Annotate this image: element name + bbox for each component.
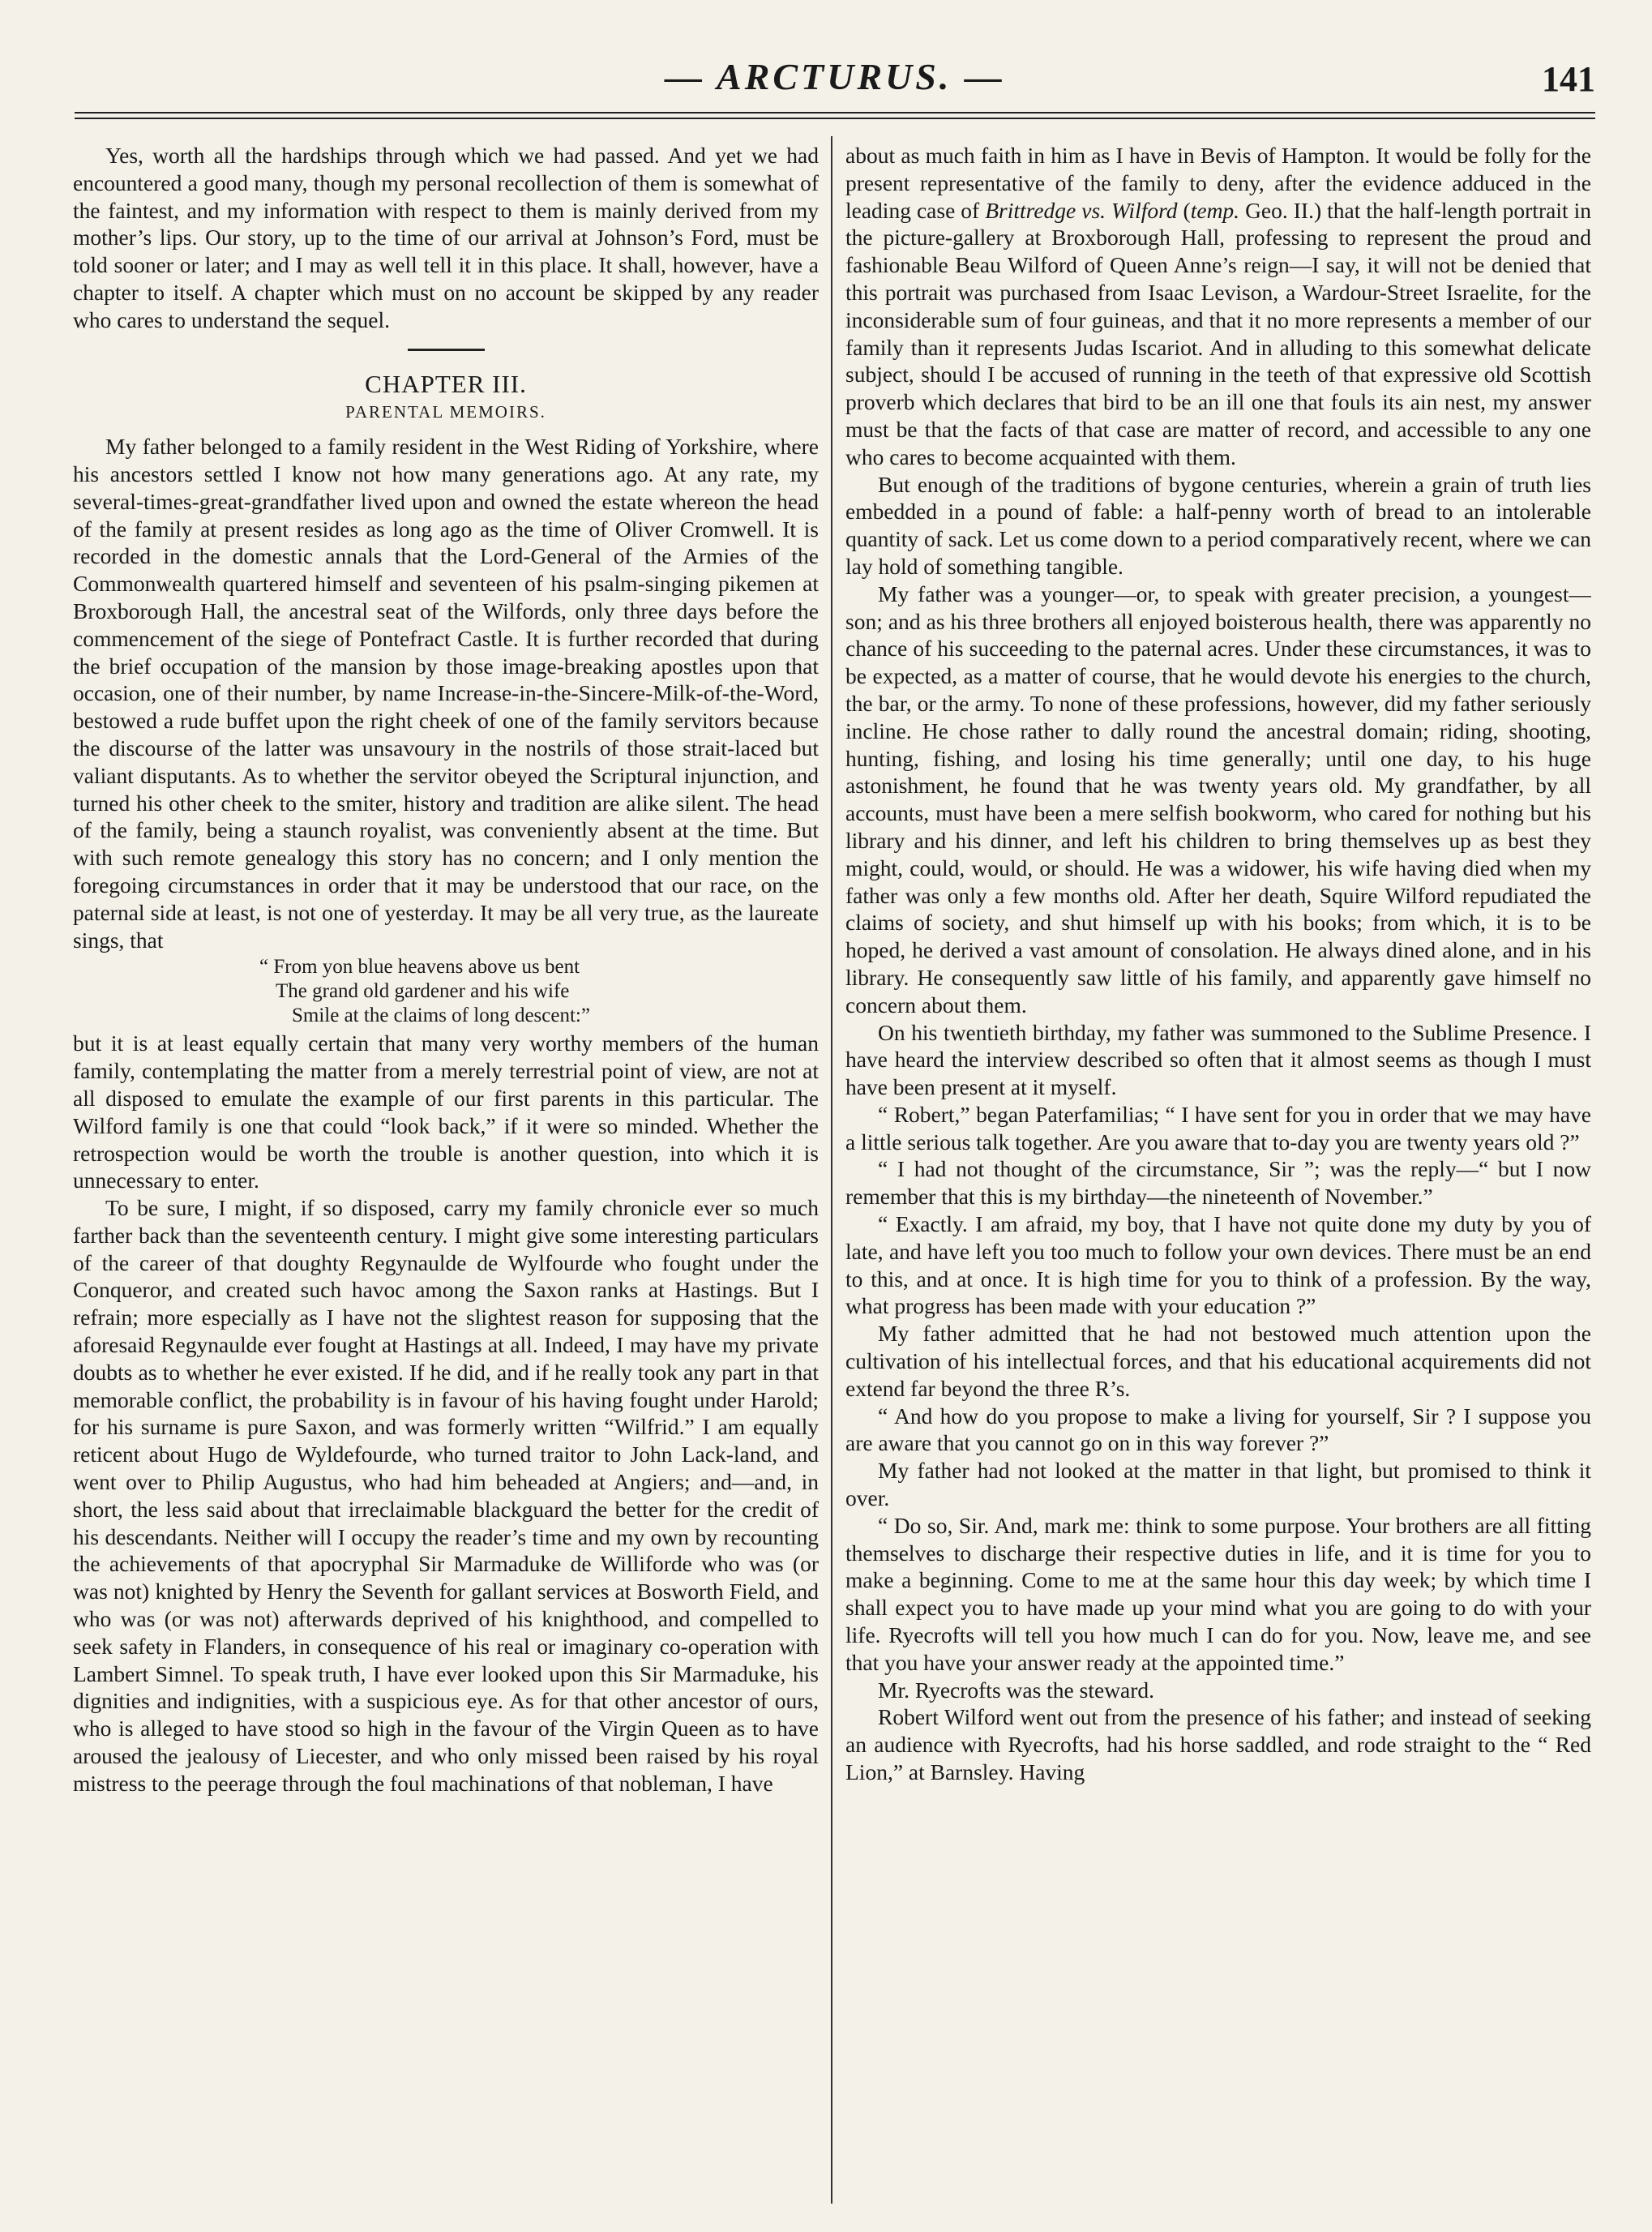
left-column [73, 142, 819, 2205]
page-number: 141 [1542, 59, 1595, 99]
text-run: about as much faith in him as I have in Bevis of Hampton. It would be folly for the present representative of the family to deny, after the evidence adduced in the leading case of [845, 143, 1591, 223]
paragraph: On his twentieth birthday, my father was summoned to the Sublime Presence. I have heard the interview described so often that it almost seems as though I must have been present at it myself. [845, 1019, 1591, 1100]
paragraph: “ And how do you propose to make a living for yourself, Sir ? I suppose you are aware that you cannot go on in this way forever ?” [845, 1403, 1591, 1456]
paragraph: “ Do so, Sir. And, mark me: think to some purpose. Your brothers are all fitting themselves to discharge their respective duties in life, and it is time for you to make a beginning. Come to me at the same hour this day week; by which time I shall expect you to have made up your mind what you are going to do with your life. Ryecrofts will tell you how much I can do for you. Now, leave me, and see that you have your answer ready at the appointed time.” [845, 1512, 1591, 1675]
paragraph: “ Exactly. I am afraid, my boy, that I have not quite done my duty by you of late, and have left you too much to follow your own devices. There must be an end to this, and at once. It is high time for you to think of a profession. By the way, what progress has been made with your education ?” [845, 1211, 1591, 1319]
paragraph: Yes, worth all the hardships through which we had passed. And yet we had encountered a good many, though my personal recollection of them is somewhat of the faintest, and my information with respect to them is mainly derived from my mother’s lips. Our story, up to the time of our arrival at Johnson’s Ford, must be told sooner or later; and I may as well tell it in this place. It shall, however, have a chapter to itself. A chapter which must on no account be skipped by any reader who cares to understand the sequel. [73, 143, 819, 332]
section-divider [408, 349, 485, 351]
temp-abbrev: temp. [1190, 197, 1240, 223]
paragraph: “ I had not thought of the circumstance, Sir ”; was the reply—“ but I now remember that this is my birthday—the nineteenth of November.” [845, 1156, 1591, 1210]
paragraph: but it is at least equally certain that many very worthy members of the human family, contemplating the matter from a merely terrestrial point of view, are not at all disposed to emulate the example of our first parents in this particular. The Wilford family is one that could “look back,” if it were so minded. Whether the retrospection would be worth the trouble is another question, into which it is unnecessary to enter. [73, 1030, 819, 1193]
verse-line: The grand old gardener and his wife [276, 980, 570, 1003]
header-rule-top [75, 112, 1595, 114]
paragraph: My father had not looked at the matter in that light, but promised to think it over. [845, 1458, 1591, 1511]
running-title: — ARCTURUS. — [665, 56, 1005, 97]
column-divider [831, 136, 832, 2204]
paragraph: My father belonged to a family resident in the West Riding of Yorkshire, where his ancestors settled I know not how many generations ago. At any rate, my several-times-great-grandfather lived upon and owned the estate whereon the head of the family at present resides as long ago as the time of Oliver Cromwell. It is recorded in the domestic annals that the Lord-General of the Armies of the Commonwealth quartered himself and seventeen of his psalm-singing pikemen at Broxborough Hall, the ancestral seat of the Wilfords, only three days before the commencement of the siege of Pontefract Castle. It is further recorded that during the brief occupation of the mansion by those image-breaking apostles upon that occasion, one of their number, by name Increase-in-the-Sincere-Milk-of-the-Word, bestowed a rude buffet upon the right cheek of one of the family servitors because the discourse of the latter was unsavoury in the nostrils of those strait-laced but valiant disputants. As to whether the servitor obeyed the Scriptural injunction, and turned his other cheek to the smiter, history and tradition are alike silent. The head of the family, being a staunch royalist, was conveniently absent at the time. But with such remote genealogy this story has no concern; and I only mention the foregoing circumstances in order that it may be understood that our race, on the paternal side at least, is not one of yesterday. It may be all very true, as the laureate sings, that [73, 434, 819, 953]
paragraph [845, 142, 1591, 471]
chapter-subtitle: PARENTAL MEMOIRS. [345, 402, 546, 422]
paragraph: “ Robert,” began Paterfamilias; “ I have sent for you in order that we may have a little serious talk together. Are you aware that to-day you are twenty years old ?” [845, 1101, 1591, 1155]
paragraph: Robert Wilford went out from the presence of his father; and instead of seeking an audience with Ryecrofts, had his horse saddled, and rode straight to the “ Red Lion,” at Barnsley. Having [845, 1704, 1591, 1785]
paragraph: To be sure, I might, if so disposed, carry my family chronicle ever so much farther back than the seventeenth century. I might give some interesting particulars of the career of that doughty Regynaulde de Wylfourde who fought under the Conqueror, and created such havoc among the Saxon ranks at Hastings. But I refrain; more especially as I have not the slightest reason for supposing that the aforesaid Regynaulde ever fought at Hastings at all. Indeed, I may have my private doubts as to whether he ever existed. If he did, and if he really took any part in that memorable conflict, the probability is in favour of his having fought under Harold; for his surname is pure Saxon, and was formerly written “Wilfrid.” I am equally reticent about Hugo de Wyldefourde, who turned traitor to John Lack-land, and went over to Philip Augustus, who had him beheaded at Angiers; and—and, in short, the less said about that irreclaimable blackguard the better for the credit of his descendants. Neither will I occupy the reader’s time and my own by recounting the achievements of that apocryphal Sir Marmaduke de Williforde who was (or was not) knighted by Henry the Seventh for gallant services at Bosworth Field, and who was (or was not) afterwards deprived of his knighthood, and compelled to seek safety in Flanders, in consequence of his real or imaginary co-operation with Lambert Simnel. To speak truth, I have ever looked upon this Sir Marmaduke, his dignities and indignities, with a suspicious eye. As for that other ancestor of ours, who is alleged to have stood so high in the favour of the Virgin Queen as to have aroused the jealousy of Liecester, and who only missed been raised by his royal mistress to the peerage through the foul machinations of that nobleman, I have [73, 1195, 819, 1796]
chapter-title: CHAPTER III. [365, 369, 527, 398]
paragraph: My father admitted that he had not bestowed much attention upon the cultivation of his intellectual forces, and that his educational acquirements did not extend far beyond the three R’s. [845, 1321, 1591, 1401]
paragraph: My father was a younger—or, to speak with greater precision, a youngest—son; and as his three brothers all enjoyed boisterous health, there was apparently no chance of his succeeding to the paternal acres. Under these circumstances, it was to be expected, as a matter of course, that he would devote his energies to the church, the bar, or the army. To none of these professions, however, did my father seriously incline. He chose rather to dally round the ancestral domain; riding, shooting, hunting, fishing, and losing his time generally; until one day, to his huge astonishment, he found that he was twenty years old. My grandfather, by all accounts, must have been a mere selfish bookworm, who cared for nothing but his library and his dinner, and left his children to bring themselves up as best they might, could, would, or should. He was a widower, his wife having died when my father was only a few months old. After her death, Squire Wilford repudiated the claims of society, and shut himself up with his books; from which, it is to be hoped, he derived a vast amount of consolation. He always dined alone, and in his library. He consequently saw little of his family, and apparently gave himself no concern about them. [845, 580, 1591, 1017]
header-rule-bottom [75, 118, 1595, 119]
paragraph: But enough of the traditions of bygone centuries, wherein a grain of truth lies embedded in a pound of fable: a half-penny worth of bread to an intolerable quantity of sack. Let us come down to a period comparatively recent, where we can lay hold of something tangible. [845, 471, 1591, 579]
verse-line: Smile at the claims of long descent:” [292, 1005, 590, 1027]
verse-line: “ From yon blue heavens above us bent [259, 956, 580, 979]
paragraph: Mr. Ryecrofts was the steward. [878, 1677, 1155, 1703]
verse-quotation [73, 955, 819, 1028]
case-name: Brittredge vs. Wilford [985, 197, 1178, 223]
running-header [75, 49, 1595, 107]
right-column [845, 142, 1591, 2205]
text-run: Geo. II.) that the half-length portrait in the picture-gallery at Broxborough Hall, professing to represent the proud and fashionable Beau Wilford of Queen Anne’s reign—I say, it will not be denied that this portrait was purchased from Isaac Levison, a Wardour-Street Israelite, for the inconsiderable sum of four guineas, and that it no more represents a member of our family than it represents Judas Iscariot. And in alluding to this somewhat delicate subject, should I be accused of running in the teeth of that expressive old Scottish proverb which declares that bird to be an ill one that fouls its ain nest, my answer must be that the facts of that case are matter of record, and accessible to any one who cares to become acquainted with them. [845, 197, 1591, 469]
text-run: ( [1177, 197, 1191, 223]
